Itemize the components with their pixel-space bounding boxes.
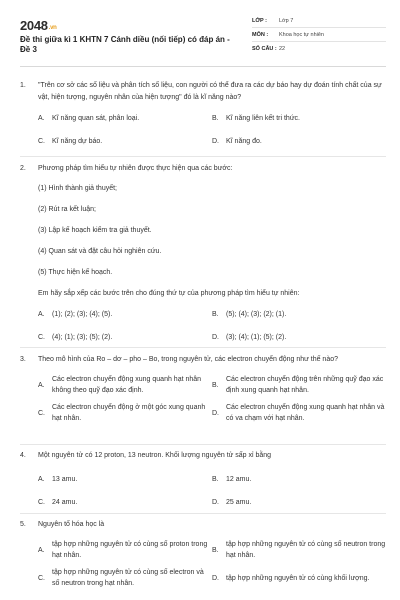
exam-meta — [252, 14, 386, 56]
meta-value: 22 — [279, 46, 286, 52]
option-text: 13 amu. — [52, 476, 78, 483]
option-text: tập hợp những nguyên tử có cùng số electron và số neutron trong hạt nhân. — [52, 569, 204, 587]
option-text: Kĩ năng quan sát, phân loại. — [52, 115, 140, 122]
option-letter: C. — [38, 138, 45, 145]
meta-label: LỚP : — [252, 17, 267, 24]
option-text: tập hợp những nguyên tử có cùng khối lượng. — [226, 574, 370, 582]
option-c[interactable] — [38, 567, 212, 589]
question-3 — [20, 354, 386, 424]
option-text: 25 amu. — [226, 499, 252, 506]
meta-row-class — [252, 14, 386, 28]
logo-suffix: .vn — [48, 25, 57, 31]
meta-row-count — [252, 42, 386, 56]
question-separator — [20, 513, 386, 514]
option-b[interactable] — [212, 113, 386, 124]
exam-header — [20, 14, 386, 58]
option-letter: A. — [38, 546, 45, 554]
meta-label: SỐ CÂU : — [252, 46, 277, 52]
option-d[interactable] — [212, 136, 386, 147]
question-text: Nguyên tố hóa học là — [38, 521, 105, 528]
option-d[interactable] — [212, 567, 386, 589]
step-1: (1) Hình thành giả thuyết; — [38, 185, 117, 192]
question-1 — [20, 80, 386, 147]
option-letter: A. — [38, 476, 45, 483]
question-text: "Trên cơ sở các số liệu và phân tích số liệu, con người có thể đưa ra các dự báo hay dự đoán tính chất của sự vật, hiện tượng, nguyên nhân của hiện tượng" đó là kĩ năng nào? — [38, 82, 382, 101]
option-c[interactable] — [38, 332, 212, 343]
option-letter: B. — [212, 115, 219, 122]
option-letter: B. — [212, 476, 219, 483]
option-d[interactable] — [212, 332, 386, 343]
option-text: Kĩ năng liên kết tri thức. — [226, 115, 300, 122]
question-number: 4. — [20, 452, 26, 459]
option-a[interactable] — [38, 539, 212, 561]
exam-title: Đề thi giữa kì 1 KHTN 7 Cánh diều (nối tiếp) có đáp án - Đề 3 — [20, 35, 230, 54]
question-separator — [20, 444, 386, 445]
option-text: Kĩ năng dự báo. — [52, 138, 103, 145]
option-text: Các electron chuyển động trên những quỹ đạo xác định xung quanh hạt nhân. — [226, 376, 384, 394]
step-4: (4) Quan sát và đặt câu hỏi nghiên cứu. — [38, 248, 162, 255]
option-text: 24 amu. — [52, 499, 78, 506]
question-number: 2. — [20, 165, 26, 172]
option-letter: D. — [212, 138, 219, 145]
question-number: 3. — [20, 356, 26, 363]
option-letter: A. — [38, 311, 45, 318]
answer-options — [20, 374, 386, 424]
answer-options — [20, 474, 386, 508]
answer-options — [20, 113, 386, 147]
option-letter: A. — [38, 381, 45, 389]
question-text: Phương pháp tìm hiểu tự nhiên được thực hiện qua các bước: — [38, 165, 233, 172]
question-text: Theo mô hình của Ro – dơ – pho – Bo, trong nguyên tử, các electron chuyển động như thế nào? — [38, 356, 338, 363]
option-letter: B. — [212, 546, 219, 554]
option-letter: D. — [212, 499, 219, 506]
option-text: (3); (4); (1); (5); (2). — [226, 334, 287, 341]
meta-label: MÔN : — [252, 31, 269, 38]
option-letter: B. — [212, 381, 219, 389]
option-letter: A. — [38, 115, 45, 122]
meta-value: Khoa học tự nhiên — [279, 31, 324, 38]
option-a[interactable] — [38, 474, 212, 485]
step-3: (3) Lập kế hoạch kiểm tra giả thuyết. — [38, 227, 152, 234]
option-letter: C. — [38, 499, 45, 506]
question-number: 5. — [20, 521, 26, 528]
site-logo[interactable] — [20, 18, 57, 33]
option-text: (4); (1); (3); (5); (2). — [52, 334, 113, 341]
answer-options — [20, 309, 386, 343]
meta-row-subject — [252, 28, 386, 42]
question-number: 1. — [20, 82, 26, 89]
step-2: (2) Rút ra kết luận; — [38, 206, 96, 213]
option-text: tập hợp những nguyên tử có cùng số neutron trong hạt nhân. — [226, 541, 386, 559]
option-text: (1); (2); (3); (4); (5). — [52, 311, 113, 318]
option-text: Kĩ năng đo. — [226, 138, 262, 145]
question-4 — [20, 450, 386, 508]
meta-value: Lớp 7 — [279, 17, 294, 24]
option-text: (5); (4); (3); (2); (1). — [226, 311, 287, 318]
answer-options — [20, 539, 386, 589]
option-letter: C. — [38, 334, 45, 341]
question-separator — [20, 347, 386, 348]
logo-text: 2048 — [20, 18, 48, 33]
option-c[interactable] — [38, 402, 212, 424]
option-c[interactable] — [38, 497, 212, 508]
option-c[interactable] — [38, 136, 212, 147]
option-text: tập hợp những nguyên tử có cùng số proton trong hạt nhân. — [52, 541, 208, 559]
question-5 — [20, 519, 386, 589]
option-b[interactable] — [212, 374, 386, 396]
step-5: (5) Thực hiện kế hoạch. — [38, 269, 113, 276]
option-text: Các electron chuyển động xung quanh hạt nhân không theo quỹ đạo xác định. — [52, 376, 202, 394]
option-letter: C. — [38, 409, 45, 417]
question-separator — [20, 156, 386, 157]
option-letter: D. — [212, 334, 219, 341]
question-2 — [20, 163, 386, 343]
option-a[interactable] — [38, 309, 212, 320]
option-a[interactable] — [38, 113, 212, 124]
option-letter: C. — [38, 574, 45, 582]
option-b[interactable] — [212, 539, 386, 561]
header-divider — [20, 66, 386, 67]
option-text: 12 amu. — [226, 476, 252, 483]
option-d[interactable] — [212, 497, 386, 508]
question-text: Một nguyên tử có 12 proton, 13 neutron. Khối lượng nguyên tử sấp xỉ bằng — [38, 452, 272, 459]
option-letter: B. — [212, 311, 219, 318]
option-b[interactable] — [212, 474, 386, 485]
question-prompt: Em hãy sắp xếp các bước trên cho đúng thứ tự của phương pháp tìm hiểu tự nhiên: — [38, 290, 300, 297]
option-letter: D. — [212, 409, 219, 417]
option-a[interactable] — [38, 374, 212, 396]
option-text: Các electron chuyển động ở một góc xung quanh hạt nhân. — [52, 404, 206, 422]
option-d[interactable] — [212, 402, 386, 424]
option-letter: D. — [212, 574, 219, 582]
option-b[interactable] — [212, 309, 386, 320]
option-text: Các electron chuyển động xung quanh hạt nhân và có va chạm với hạt nhân. — [226, 404, 385, 422]
